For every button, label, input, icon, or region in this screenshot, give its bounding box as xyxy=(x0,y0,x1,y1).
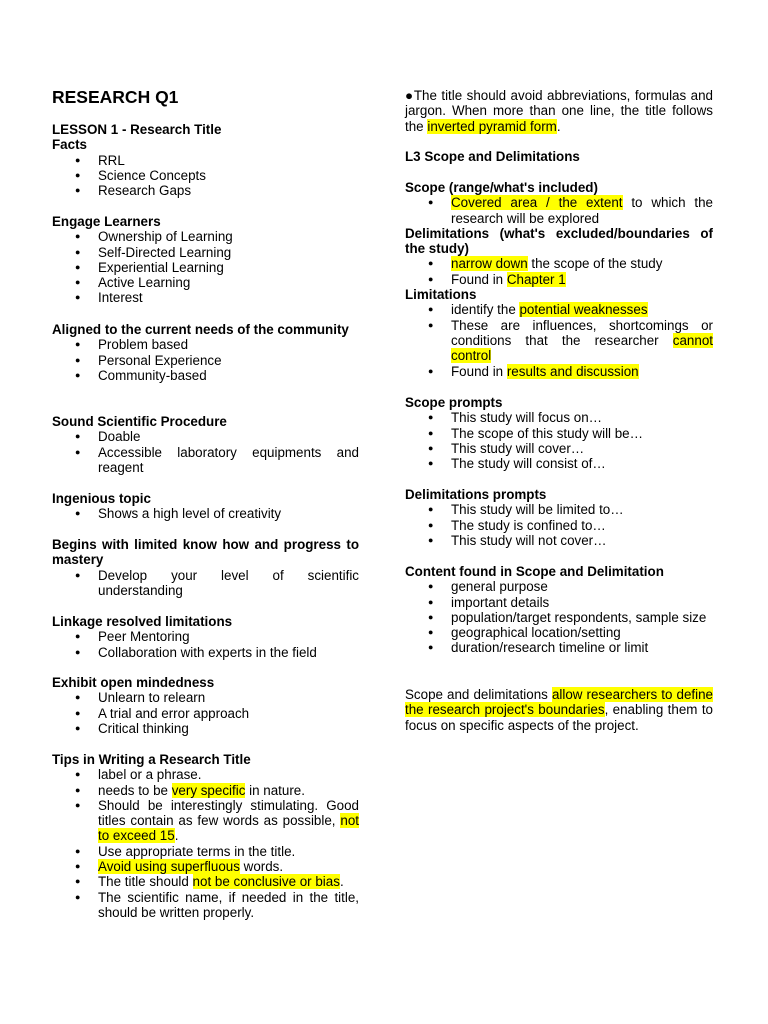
highlight: cannot control xyxy=(451,332,713,364)
lesson-heading: LESSON 1 - Research Title xyxy=(52,122,222,137)
ingenious-heading: Ingenious topic xyxy=(52,491,151,506)
list-item: ● Community-based xyxy=(52,368,359,383)
facts-list xyxy=(52,153,359,199)
facts-heading: Facts xyxy=(52,137,87,153)
list-item: ● Active Learning xyxy=(52,275,359,290)
list-item: ● Covered area / the extent to which the research will be explored xyxy=(405,195,713,226)
highlight: not be conclusive or bias xyxy=(192,874,340,890)
highlight: allow researchers to define the research project's boundaries xyxy=(405,687,713,718)
exhibit-heading: Exhibit open mindedness xyxy=(52,675,215,690)
section-tips xyxy=(52,752,359,920)
scope-prompts-list xyxy=(405,410,713,471)
page-title: RESEARCH Q1 xyxy=(52,87,179,107)
list-item: ● This study will cover… xyxy=(405,441,713,456)
delimitations-prompts-list xyxy=(405,502,713,548)
section-engage xyxy=(52,214,359,306)
list-item: ● Shows a high level of creativity xyxy=(52,506,359,521)
begins-heading: Begins with limited know how and progress to mastery xyxy=(52,537,359,568)
section-exhibit xyxy=(52,675,359,736)
list-item: ● RRL xyxy=(52,153,359,168)
list-item: ● Ownership of Learning xyxy=(52,229,359,244)
list-item: ● Personal Experience xyxy=(52,353,359,368)
highlight: not to exceed 15 xyxy=(98,813,359,844)
list-item: ● duration/research timeline or limit xyxy=(405,640,713,655)
highlight: Chapter 1 xyxy=(506,271,566,287)
list-item: ● narrow down the scope of the study xyxy=(405,256,713,271)
l3-heading: L3 Scope and Delimitations xyxy=(405,149,580,164)
section-aligned xyxy=(52,322,359,383)
highlight: Avoid using superfluous xyxy=(98,859,240,875)
closing-paragraph: Scope and delimitations allow researchers to define the research project's boundaries, enabling them to focus on specific aspects of the project. xyxy=(405,687,713,733)
list-item: ● population/target respondents, sample size xyxy=(405,610,713,625)
content-list xyxy=(405,579,713,655)
section-scope xyxy=(405,180,713,379)
list-item: ● The title should not be conclusive or bias. xyxy=(52,874,359,889)
aligned-heading: Aligned to the current needs of the community xyxy=(52,322,349,337)
list-item: ● A trial and error approach xyxy=(52,706,359,721)
list-item: ● This study will not cover… xyxy=(405,533,713,548)
exhibit-list xyxy=(52,690,359,736)
list-item: ● identify the potential weaknesses xyxy=(405,302,713,317)
list-item: ● This study will be limited to… xyxy=(405,502,713,517)
list-item: ● Found in Chapter 1 xyxy=(405,272,713,287)
list-item: ● This study will focus on… xyxy=(405,410,713,425)
section-linkage xyxy=(52,614,359,660)
highlight: inverted pyramid form xyxy=(427,118,557,134)
limitations-heading: Limitations xyxy=(405,287,477,303)
section-sound xyxy=(52,414,359,475)
section-lesson1 xyxy=(52,122,359,198)
list-item: ● Self-Directed Learning xyxy=(52,245,359,260)
aligned-list xyxy=(52,337,359,383)
sound-heading: Sound Scientific Procedure xyxy=(52,414,227,429)
list-item: ● Science Concepts xyxy=(52,168,359,183)
title-rule-paragraph: ●The title should avoid abbreviations, formulas and jargon. When more than one line, the title follows the inverted pyramid form. xyxy=(405,88,713,134)
delimitations-prompts-heading: Delimitations prompts xyxy=(405,487,547,502)
list-item: ● Doable xyxy=(52,429,359,444)
delimitations-heading: Delimitations (what's excluded/boundaries of the study) xyxy=(405,225,713,257)
list-item: ● important details xyxy=(405,595,713,610)
list-item: ● Problem based xyxy=(52,337,359,352)
list-item: ● The study is confined to… xyxy=(405,518,713,533)
section-scope-prompts xyxy=(405,395,713,471)
section-ingenious xyxy=(52,491,359,522)
list-item: ● Unlearn to relearn xyxy=(52,690,359,705)
content-heading: Content found in Scope and Delimitation xyxy=(405,564,664,579)
list-item: ● Research Gaps xyxy=(52,183,359,198)
list-item: ● Accessible laboratory equipments and reagent xyxy=(52,445,359,476)
highlight: results and discussion xyxy=(506,363,639,379)
section-delimitation-prompts xyxy=(405,487,713,548)
begins-list xyxy=(52,568,359,599)
list-item: ● Experiential Learning xyxy=(52,260,359,275)
highlight: Covered area / the extent xyxy=(451,195,623,211)
list-item: ● geographical location/setting xyxy=(405,625,713,640)
list-item: ● Should be interestingly stimulating. Good titles contain as few words as possible, not to exceed 15. xyxy=(52,798,359,844)
list-item: ● The scientific name, if needed in the title, should be written properly. xyxy=(52,890,359,921)
engage-list xyxy=(52,229,359,305)
ingenious-list xyxy=(52,506,359,521)
linkage-list xyxy=(52,629,359,660)
tips-heading: Tips in Writing a Research Title xyxy=(52,752,251,767)
limitations-list xyxy=(405,302,713,378)
tips-list xyxy=(52,767,359,920)
engage-heading: Engage Learners xyxy=(52,214,161,229)
sound-list xyxy=(52,429,359,475)
list-item: ● label or a phrase. xyxy=(52,767,359,782)
list-item: ● Interest xyxy=(52,290,359,305)
list-item: ● Critical thinking xyxy=(52,721,359,736)
highlight: narrow down xyxy=(451,256,528,272)
section-content xyxy=(405,564,713,656)
list-item: ● needs to be very specific in nature. xyxy=(52,783,359,798)
section-begins xyxy=(52,537,359,598)
list-item: ● The scope of this study will be… xyxy=(405,426,713,441)
highlight: potential weaknesses xyxy=(519,302,648,318)
linkage-heading: Linkage resolved limitations xyxy=(52,614,233,629)
list-item: ● Peer Mentoring xyxy=(52,629,359,644)
list-item: ● The study will consist of… xyxy=(405,456,713,471)
scope-list xyxy=(405,195,713,226)
list-item: ● Collaboration with experts in the field xyxy=(52,645,359,660)
list-item: ● Avoid using superfluous words. xyxy=(52,859,359,874)
list-item: ● general purpose xyxy=(405,579,713,594)
list-item: ● Use appropriate terms in the title. xyxy=(52,844,359,859)
list-item: ● These are influences, shortcomings or conditions that the researcher cannot control xyxy=(405,318,713,364)
list-item: ● Found in results and discussion xyxy=(405,364,713,379)
delimitations-list xyxy=(405,256,713,287)
scope-heading: Scope (range/what's included) xyxy=(405,180,598,195)
highlight: very specific xyxy=(171,782,246,798)
list-item: ● Develop your level of scientific understanding xyxy=(52,568,359,599)
scope-prompts-heading: Scope prompts xyxy=(405,395,503,410)
